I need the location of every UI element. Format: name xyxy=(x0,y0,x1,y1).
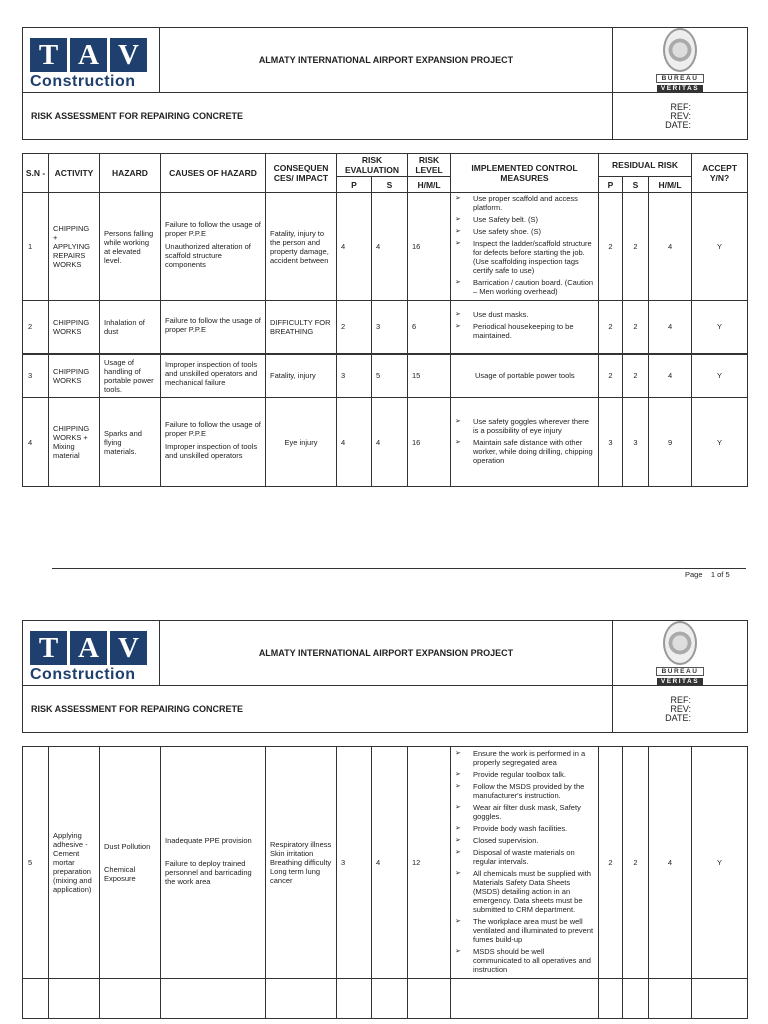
row-p: 2 xyxy=(337,301,372,354)
row-sn: 2 xyxy=(23,301,49,354)
row-res-p: 3 xyxy=(599,398,623,487)
row-control-text: Usage of portable power tools xyxy=(451,354,599,398)
col-sn: S.N - xyxy=(23,154,49,193)
row-accept: Y xyxy=(692,193,748,301)
row-consequences: Fatality, injury to the person and property damage, accident between xyxy=(266,193,337,301)
rev-label: REV: xyxy=(670,110,691,121)
bv-top-text: BUREAU xyxy=(656,74,704,83)
logo-letter-v: V xyxy=(110,38,147,72)
row-causes xyxy=(161,354,266,398)
col-activity: ACTIVITY xyxy=(49,154,100,193)
cause-item: Failure to follow the usage of proper P.P.E xyxy=(165,420,261,438)
control-item: ➢ Use proper scaffold and access platform. xyxy=(455,194,594,212)
bv-bottom-text: VERITAS xyxy=(657,85,703,92)
row-hazard: Usage of handling of portable power tools. xyxy=(100,354,161,398)
col-causes: CAUSES OF HAZARD xyxy=(161,154,266,193)
row-level: 16 xyxy=(408,193,451,301)
row-level: 12 xyxy=(408,747,451,979)
row-level: 15 xyxy=(408,354,451,398)
control-item: ➢ Maintain safe distance with other worker, while doing drilling, chipping operation xyxy=(455,438,594,465)
row-consequences: Fatality, injury xyxy=(266,354,337,398)
bureau-veritas-logo xyxy=(613,621,748,686)
row-accept: Y xyxy=(692,747,748,979)
control-item: ➢ Use safety shoe. (S) xyxy=(455,227,594,236)
control-item: ➢ Provide regular toolbox talk. xyxy=(455,770,594,779)
bv-top-text: BUREAU xyxy=(656,667,704,676)
table-row xyxy=(23,747,748,979)
page-count: 1 of 5 xyxy=(710,570,730,579)
project-title: ALMATY INTERNATIONAL AIRPORT EXPANSION PROJECT xyxy=(160,621,613,686)
ra-title: RISK ASSESSMENT FOR REPAIRING CONCRETE xyxy=(23,93,613,140)
row-sn: 4 xyxy=(23,398,49,487)
row-causes xyxy=(161,301,266,354)
row-res-p: 2 xyxy=(599,301,623,354)
row-controls xyxy=(451,301,599,354)
ref-box xyxy=(613,686,748,733)
logo-letter-a: A xyxy=(70,631,107,665)
cons-item: Breathing difficulty xyxy=(270,858,332,867)
control-item: ➢ Use safety goggles wherever there is a possibility of eye injury xyxy=(455,417,594,435)
row-causes xyxy=(161,747,266,979)
row-res-p: 2 xyxy=(599,354,623,398)
cons-item: Long term lung cancer xyxy=(270,867,321,885)
row-res-p: 2 xyxy=(599,193,623,301)
table-row xyxy=(23,398,748,487)
row-accept: Y xyxy=(692,301,748,354)
row-res-s: 2 xyxy=(623,747,649,979)
col-residual: RESIDUAL RISK xyxy=(599,154,692,177)
bv-seal-icon xyxy=(663,28,697,72)
row-activity: Applying adhesive - Cement mortar preparation (mixing and application) xyxy=(49,747,100,979)
row-res-hml: 4 xyxy=(649,193,692,301)
row-res-s: 2 xyxy=(623,193,649,301)
project-title: ALMATY INTERNATIONAL AIRPORT EXPANSION PROJECT xyxy=(160,28,613,93)
bureau-veritas-logo xyxy=(613,28,748,93)
control-item: ➢ Use dust masks. xyxy=(455,310,594,319)
cons-item: Respiratory illness xyxy=(270,840,332,849)
row-res-p: 2 xyxy=(599,747,623,979)
page-label: Page xyxy=(685,570,703,579)
logo-letter-t: T xyxy=(30,38,67,72)
row-hazard: Persons falling while working at elevated level. xyxy=(100,193,161,301)
row-sn: 3 xyxy=(23,354,49,398)
page2-header xyxy=(22,620,747,733)
control-item: ➢ All chemicals must be supplied with Materials Safety Data Sheets (MSDS) detailing action in an emergency. Data sheets must be submitted to CRM department. xyxy=(455,869,594,914)
table-row xyxy=(23,301,748,354)
date-label: DATE: xyxy=(665,119,691,130)
row-res-s: 2 xyxy=(623,354,649,398)
col-s: S xyxy=(372,177,408,193)
logo-word: Construction xyxy=(30,665,136,683)
col-risk-eval: RISK EVALUATION xyxy=(337,154,408,177)
row-res-hml: 9 xyxy=(649,398,692,487)
footer-rule xyxy=(52,568,746,569)
ref-box xyxy=(613,93,748,140)
row-consequences: Eye injury xyxy=(266,398,337,487)
row-hazard xyxy=(100,747,161,979)
col-risk-level: RISK LEVEL xyxy=(408,154,451,177)
row-hazard: Inhalation of dust xyxy=(100,301,161,354)
bv-bottom-text: VERITAS xyxy=(657,678,703,685)
control-item: ➢ Inspect the ladder/scaffold structure for defects before starting the job. (Use scaffolding inspection tags certify safe to use) xyxy=(455,239,594,275)
row-hazard: Sparks and flying materials. xyxy=(100,398,161,487)
row-p: 3 xyxy=(337,354,372,398)
control-item: ➢ Ensure the work is performed in a properly segregated area xyxy=(455,749,594,767)
col-consequences: CONSEQUEN CES/ IMPACT xyxy=(266,154,337,193)
ref-label: REF: xyxy=(670,101,691,112)
row-consequences: DIFFICULTY FOR BREATHING xyxy=(266,301,337,354)
table-row xyxy=(23,193,748,301)
row-accept: Y xyxy=(692,398,748,487)
cause-item: Failure to deploy trained personnel and barricading the work area xyxy=(165,858,252,886)
row-p: 3 xyxy=(337,747,372,979)
col-hazard: HAZARD xyxy=(100,154,161,193)
row-res-hml: 4 xyxy=(649,747,692,979)
row-sn: 1 xyxy=(23,193,49,301)
col-p: P xyxy=(337,177,372,193)
control-item: ➢ Wear air filter dusk mask, Safety goggles. xyxy=(455,803,594,821)
row-causes xyxy=(161,193,266,301)
table-row-empty xyxy=(23,979,748,1019)
page1-header xyxy=(22,27,747,140)
col-accept: ACCEPT Y/N? xyxy=(692,154,748,193)
row-s: 4 xyxy=(372,398,408,487)
logo-letter-a: A xyxy=(70,38,107,72)
cause-item: Improper inspection of tools and unskilled operators xyxy=(165,442,258,460)
col-res-p: P xyxy=(599,177,623,193)
date-label: DATE: xyxy=(665,712,691,723)
col-controls: IMPLEMENTED CONTROL MEASURES xyxy=(451,154,599,193)
control-item: ➢ Closed supervision. xyxy=(455,836,594,845)
col-res-hml: H/M/L xyxy=(649,177,692,193)
row-s: 5 xyxy=(372,354,408,398)
row-activity: CHIPPING WORKS xyxy=(49,301,100,354)
page-number xyxy=(685,570,730,579)
ref-label: REF: xyxy=(670,694,691,705)
control-item: ➢ Follow the MSDS provided by the manufacturer's instruction. xyxy=(455,782,594,800)
tav-logo xyxy=(23,28,160,93)
row-consequences xyxy=(266,747,337,979)
row-level: 6 xyxy=(408,301,451,354)
row-s: 4 xyxy=(372,193,408,301)
control-item: ➢ Provide body wash facilities. xyxy=(455,824,594,833)
col-res-s: S xyxy=(623,177,649,193)
rev-label: REV: xyxy=(670,703,691,714)
col-hml: H/M/L xyxy=(408,177,451,193)
control-item: ➢ Disposal of waste materials on regular intervals. xyxy=(455,848,594,866)
cause-item: Failure to follow the usage of proper P.P.E xyxy=(165,220,261,238)
row-res-hml: 4 xyxy=(649,354,692,398)
control-item: ➢ Periodical housekeeping to be maintained. xyxy=(455,322,594,340)
cons-item: Skin irritation xyxy=(270,849,314,858)
row-res-s: 3 xyxy=(623,398,649,487)
row-controls xyxy=(451,193,599,301)
control-item: ➢ MSDS should be well communicated to all operatives and instruction xyxy=(455,947,594,974)
row-p: 4 xyxy=(337,193,372,301)
cause-item: Unauthorized alteration of scaffold structure components xyxy=(165,242,251,269)
cause-item: Inadequate PPE provision xyxy=(165,835,252,845)
logo-word: Construction xyxy=(30,72,136,90)
control-item: ➢ Barrication / caution board. (Caution – Men working overhead) xyxy=(455,278,594,296)
row-activity: CHIPPING + APPLYING REPAIRS WORKS xyxy=(49,193,100,301)
row-accept: Y xyxy=(692,354,748,398)
row-activity: CHIPPING WORKS + Mixing material xyxy=(49,398,100,487)
row-sn: 5 xyxy=(23,747,49,979)
hazard-item: Chemical Exposure xyxy=(104,865,136,883)
row-s: 3 xyxy=(372,301,408,354)
logo-letter-t: T xyxy=(30,631,67,665)
logo-letter-v: V xyxy=(110,631,147,665)
row-s: 4 xyxy=(372,747,408,979)
row-res-s: 2 xyxy=(623,301,649,354)
row-controls xyxy=(451,747,599,979)
bv-seal-icon xyxy=(663,621,697,665)
row-level: 16 xyxy=(408,398,451,487)
row-activity: CHIPPING WORKS xyxy=(49,354,100,398)
row-p: 4 xyxy=(337,398,372,487)
tav-logo xyxy=(23,621,160,686)
row-res-hml: 4 xyxy=(649,301,692,354)
control-item: ➢ Use Safety belt. (S) xyxy=(455,215,594,224)
cause-item: Failure to follow the usage of proper P.P.E xyxy=(165,315,261,334)
risk-table-page2 xyxy=(22,746,747,1019)
hazard-item: Dust Pollution xyxy=(104,842,151,851)
control-item: ➢ The workplace area must be well ventilated and illuminated to prevent fumes build-up xyxy=(455,917,594,944)
risk-table xyxy=(22,153,747,487)
table-row xyxy=(23,354,748,398)
ra-title: RISK ASSESSMENT FOR REPAIRING CONCRETE xyxy=(23,686,613,733)
row-causes xyxy=(161,398,266,487)
row-controls xyxy=(451,398,599,487)
cause-item: Improper inspection of tools and unskilled operators and mechanical failure xyxy=(165,360,258,388)
